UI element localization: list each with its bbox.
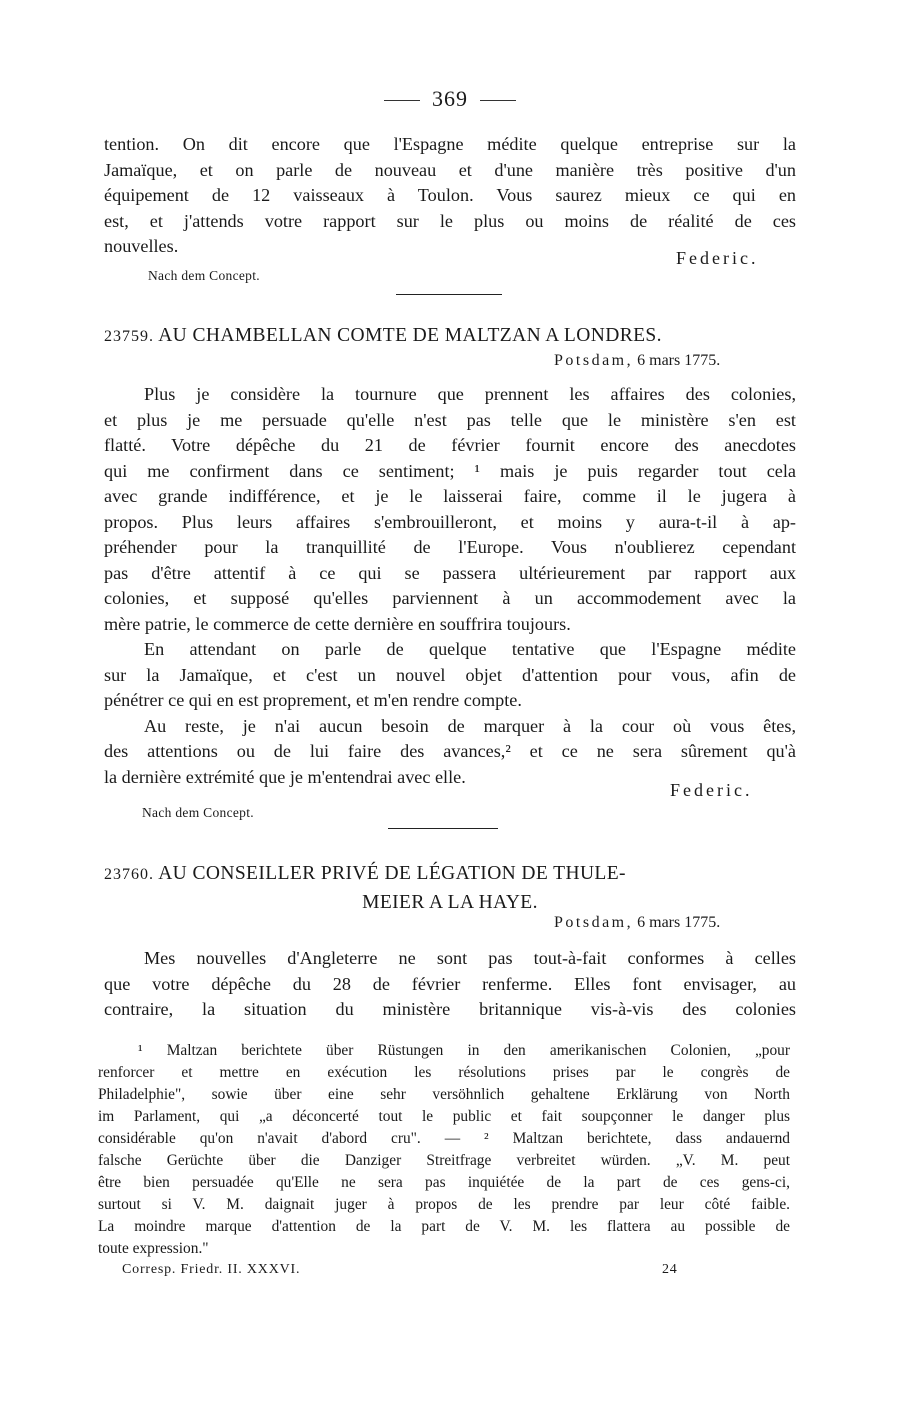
dateline: [554, 352, 720, 370]
letter-paragraph: [104, 946, 796, 1023]
signature-mark: 24: [662, 1262, 678, 1277]
text-line: En attendant on parle de quelque tentative que l'Espagne médite: [144, 639, 796, 659]
header-dash-left: [384, 100, 420, 101]
text-line: Mes nouvelles d'Angleterre ne sont pas tout-à-fait conformes à celles: [144, 948, 796, 968]
letter-heading: [104, 860, 796, 917]
signature: Federic.: [670, 780, 753, 800]
header-dash-right: [480, 100, 516, 101]
text-line: équipement de 12 vaisseaux à Toulon. Vous saurez mieux ce qui en: [104, 185, 796, 205]
footnotes: [98, 1040, 790, 1260]
text-line: Au reste, je n'ai aucun besoin de marquer à la cour où vous êtes,: [144, 715, 796, 736]
text-line: des attentions ou de lui faire des avances,² et ce ne sera sûrement qu'à: [104, 741, 796, 761]
footnote-line: Philadelphie", sowie über eine sehr versöhnlich gehaltene Erklärung von North: [98, 1086, 790, 1103]
text-line: Plus je considère la tournure que prennent les affaires des colonies,: [144, 384, 796, 404]
source-note: Nach dem Concept.: [142, 805, 254, 820]
text-line: pas d'être attentif à ce qui se passera ultérieurement par rapport aux: [104, 562, 796, 583]
letter-number: 23759.: [104, 328, 154, 345]
footnote-line: im Parlament, qui „a déconcerté tout le public et fait soupçonner le danger plus: [98, 1108, 790, 1125]
date-city: Potsdam,: [554, 914, 634, 931]
section-divider: [388, 828, 498, 829]
footnote-line: ¹ Maltzan berichtete über Rüstungen in den amerikanischen Colonien, „pour: [138, 1042, 790, 1059]
text-line: colonies, et supposé qu'elles parviennent à un accommodement avec la: [104, 588, 796, 608]
section-divider: [396, 294, 502, 295]
footnote-line: La moindre marque d'attention de la part de V. M. les flattera au possible de: [98, 1218, 790, 1235]
signature: Federic.: [676, 248, 759, 268]
dateline: [554, 914, 720, 932]
text-line: sur la Jamaïque, et c'est un nouvel objet d'attention pour vous, afin de: [104, 664, 796, 685]
footnote-line: surtout si V. M. daignait juger à propos de les prendre par leur côté faible.: [98, 1196, 790, 1213]
text-line: flatté. Votre dépêche du 21 de février fournit encore des anecdotes: [104, 435, 796, 455]
text-line: avec grande indifférence, et je le laisserai faire, comme il le jugera à: [104, 486, 796, 506]
text-line: tention. On dit encore que l'Espagne médite quelque entreprise sur la: [104, 134, 796, 154]
intro-paragraph: [104, 132, 796, 260]
letter-title: AU CHAMBELLAN COMTE DE MALTZAN A LONDRES.: [158, 325, 662, 346]
page-number: 369: [432, 86, 468, 111]
footnote-line: renforcer et mettre en exécution les résolutions prises par le congrès de: [98, 1064, 790, 1081]
footnote-line: falsche Gerüchte über die Danziger Streitfrage verbreitet würden. „V. M. peut: [98, 1152, 790, 1169]
footnote-line: considérable qu'on n'avait d'abord cru". — ² Maltzan berichtete, dass andauernd: [98, 1130, 790, 1147]
date-city: Potsdam,: [554, 352, 634, 369]
text-line: préhender pour la tranquillité de l'Europe. Vous n'oublierez cependant: [104, 537, 796, 557]
text-line: Jamaïque, et on parle de nouveau et d'une manière très positive d'un: [104, 159, 796, 180]
footnote-line: être bien persuadée qu'Elle ne sera pas inquiétée de la part de ces gens-ci,: [98, 1174, 790, 1191]
date: 6 mars 1775.: [637, 914, 721, 931]
text-line: propos. Plus leurs affaires s'embrouilleront, et moins y aura-t-il à ap-: [104, 511, 796, 532]
text-line: nouvelles.: [104, 236, 179, 256]
text-line: contraire, la situation du ministère britannique vis-à-vis des colonies: [104, 999, 796, 1019]
letter-number: 23760.: [104, 866, 154, 883]
letter-title-line: AU CONSEILLER PRIVÉ DE LÉGATION DE THULE-: [158, 863, 626, 884]
letter-title-line: MEIER A LA HAYE.: [362, 892, 538, 913]
text-line: et plus je me persuade qu'elle n'est pas telle que le ministère s'en est: [104, 409, 796, 430]
source-note: Nach dem Concept.: [148, 268, 260, 283]
footer-source: Corresp. Friedr. II. XXXVI.: [122, 1262, 301, 1277]
text-line: mère patrie, le commerce de cette dernière en souffrira toujours.: [104, 613, 571, 634]
running-header: [0, 86, 900, 112]
letter-paragraph: [104, 382, 796, 790]
text-line: est, et j'attends votre rapport sur le plus ou moins de réalité de ces: [104, 210, 796, 231]
footnote-line: toute expression.": [98, 1240, 209, 1257]
date: 6 mars 1775.: [637, 352, 721, 369]
text-line: que votre dépêche du 28 de février renferme. Elles font envisager, au: [104, 973, 796, 994]
text-line: la dernière extrémité que je m'entendrai avec elle.: [104, 766, 466, 787]
text-line: pénétrer ce qui en est proprement, et m'en rendre compte.: [104, 690, 522, 710]
letter-heading: [104, 322, 796, 351]
text-line: qui me confirment dans ce sentiment; ¹ mais je puis regarder tout cela: [104, 460, 796, 481]
